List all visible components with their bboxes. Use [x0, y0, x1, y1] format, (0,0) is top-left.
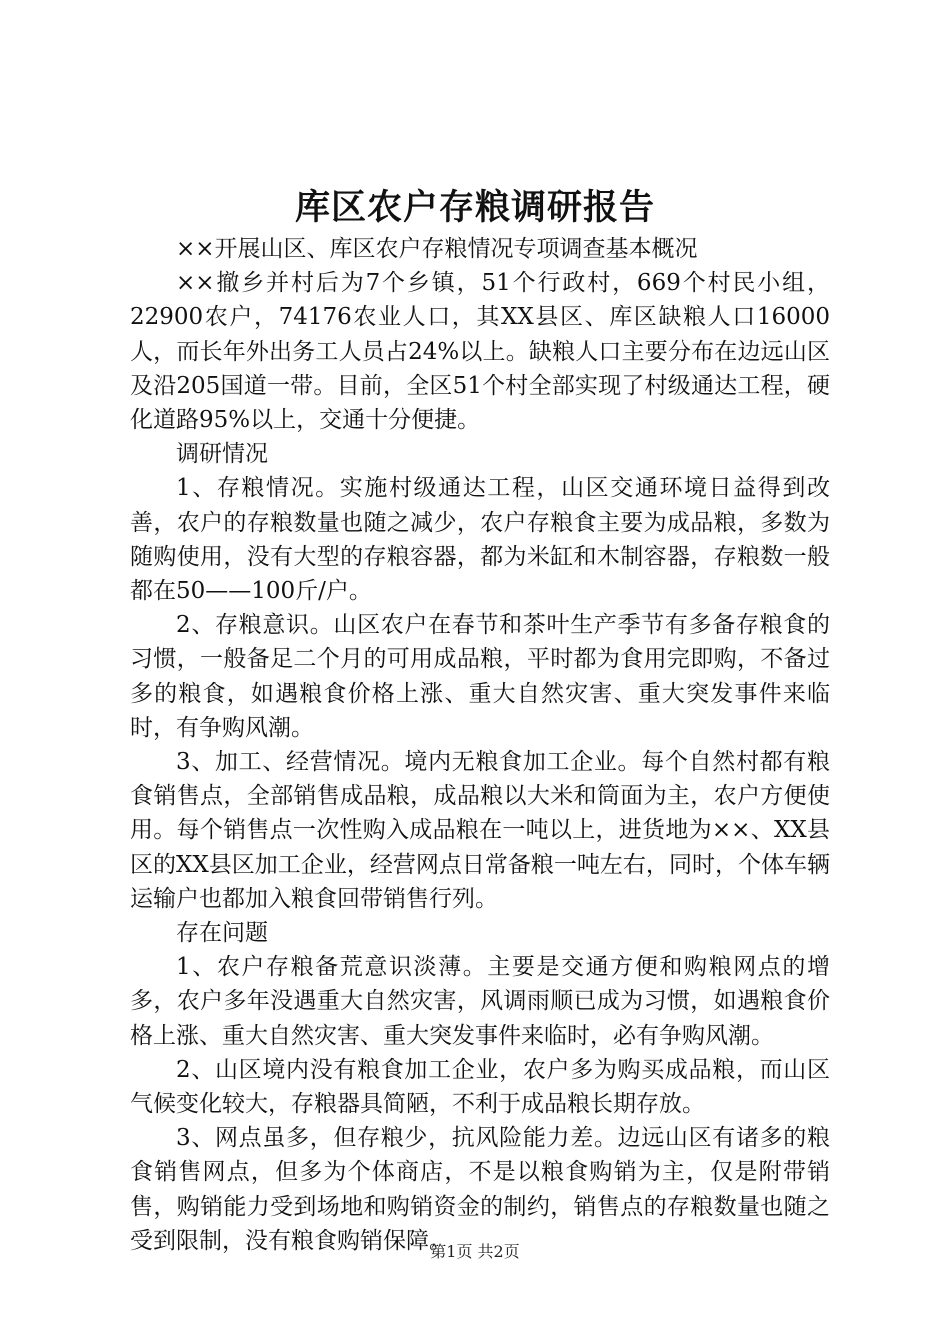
page-footer: 第1页 共2页: [430, 1242, 520, 1261]
paragraph-problem-1: 1、农户存粮备荒意识淡薄。主要是交通方便和购粮网点的增多，农户多年没遇重大自然灾害，风调雨顺已成为习惯，如遇粮食价格上涨、重大自然灾害、重大突发事件来临时，必有争购风潮。: [130, 954, 830, 1049]
paragraph-grain-storage: 1、存粮情况。实施村级通达工程，山区交通环境日益得到改善，农户的存粮数量也随之减少，农户存粮食主要为成品粮，多数为随购使用，没有大型的存粮容器，都为米缸和木制容器，存粮数一般都在50——100斤/户。: [130, 475, 830, 605]
document-body: [130, 232, 830, 1258]
paragraph-problem-3: 3、网点虽多，但存粮少，抗风险能力差。边远山区有诸多的粮食销售网点，但多为个体商店，不是以粮食购销为主，仅是附带销售，购销能力受到场地和购销资金的制约，销售点的存粮数量也随之受到限制，没有粮食购销保障。: [130, 1125, 830, 1254]
section-heading-problems: 存在问题: [176, 920, 268, 947]
paragraph-storage-awareness: 2、存粮意识。山区农户在春节和茶叶生产季节有多备存粮食的习惯，一般备足二个月的可用成品粮，平时都为食用完即购，不备过多的粮食，如遇粮食价格上涨、重大自然灾害、重大突发事件来临时，有争购风潮。: [130, 612, 830, 741]
paragraph-processing-operation: 3、加工、经营情况。境内无粮食加工企业。每个自然村都有粮食销售点，全部销售成品粮，成品粮以大米和筒面为主，农户方便使用。每个销售点一次性购入成品粮在一吨以上，进货地为××、XX县区的XX县区加工企业，经营网点日常备粮一吨左右，同时，个体车辆运输户也都加入粮食回带销售行列。: [130, 749, 830, 912]
document-title: 库区农户存粮调研报告: [294, 187, 655, 228]
paragraph-overview-heading: ××开展山区、库区农户存粮情况专项调查基本概况: [176, 236, 698, 262]
paragraph-overview: ××撤乡并村后为7个乡镇，51个行政村，669个村民小组，22900农户，74176农业人口，其XX县区、库区缺粮人口16000人，而长年外出务工人员占24%以上。缺粮人口主要分布在边远山区及沿205国道一带。目前，全区51个村全部实现了村级通达工程，硬化道路95%以上，交通十分便捷。: [130, 270, 830, 434]
paragraph-problem-2: 2、山区境内没有粮食加工企业，农户多为购买成品粮，而山区气候变化较大，存粮器具简陋，不利于成品粮长期存放。: [130, 1056, 830, 1118]
section-heading-survey: 调研情况: [176, 441, 268, 468]
